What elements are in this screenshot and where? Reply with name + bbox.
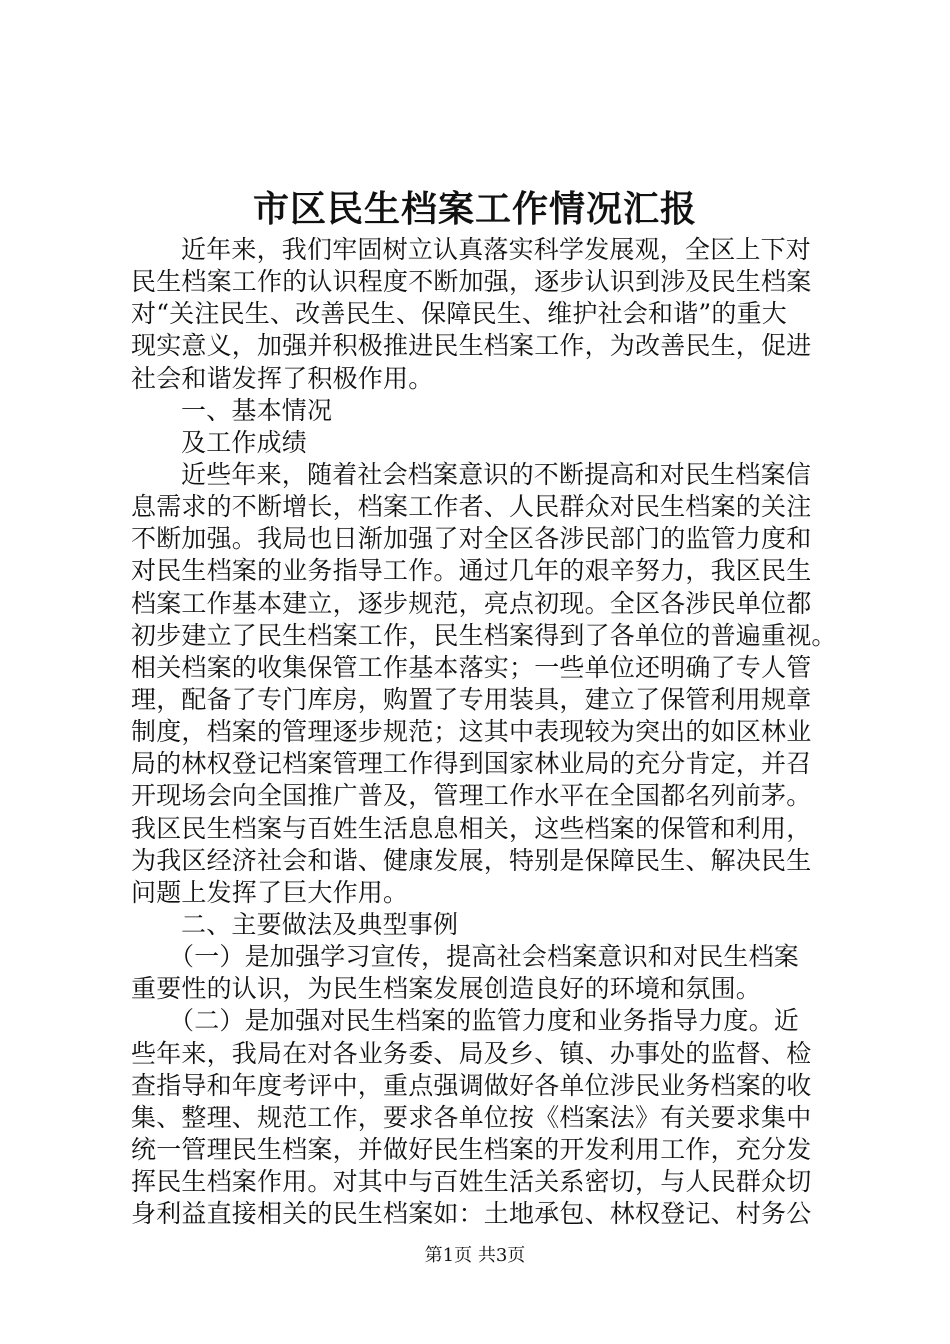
text-line: 近些年来，随着社会档案意识的不断提高和对民生档案信 [181,459,812,489]
text-line: 对“关注民生、改善民生、保障民生、维护社会和谐”的重大 [131,299,787,329]
text-line: 些年来，我局在对各业务委、局及乡、镇、办事处的监督、检 [131,1038,812,1068]
text-line: 重要性的认识，为民生档案发展创造良好的环境和氛围。 [131,974,762,1004]
text-line: 身利益直接相关的民生档案如：土地承包、林权登记、村务公 [131,1199,812,1229]
text-line: 为我区经济社会和谐、健康发展，特别是保障民生、解决民生 [131,845,812,875]
text-line: 对民生档案的业务指导工作。通过几年的艰辛努力，我区民生 [131,556,812,586]
text-line: 相关档案的收集保管工作基本落实；一些单位还明确了专人管 [131,652,812,682]
text-line: 我区民生档案与百姓生活息息相关，这些档案的保管和利用， [131,813,812,843]
page-footer: 第1页 共3页 [424,1245,526,1266]
document-title: 市区民生档案工作情况汇报 [252,188,697,230]
text-line: 问题上发挥了巨大作用。 [131,877,409,907]
text-line: 息需求的不断增长，档案工作者、人民群众对民生档案的关注 [131,492,812,522]
text-line: 挥民生档案作用。对其中与百姓生活关系密切，与人民群众切 [131,1167,812,1197]
text-line: 二、主要做法及典型事例 [181,909,459,939]
text-line: 开现场会向全国推广普及，管理工作水平在全国都名列前茅。 [131,781,812,811]
text-line: 制度，档案的管理逐步规范；这其中表现较为突出的如区林业 [131,717,812,747]
document-body [131,234,837,1230]
text-line: 及工作成绩 [181,427,308,457]
text-line: 集、整理、规范工作，要求各单位按《档案法》有关要求集中 [131,1102,812,1132]
text-line: 一、基本情况 [181,395,333,425]
text-line: （二）是加强对民生档案的监管力度和业务指导力度。近 [169,1006,800,1036]
text-line: 档案工作基本建立，逐步规范，亮点初现。全区各涉民单位都 [131,588,812,618]
text-line: 现实意义，加强并积极推进民生档案工作，为改善民生，促进 [131,331,812,361]
text-line: 民生档案工作的认识程度不断加强，逐步认识到涉及民生档案 [131,267,812,297]
text-line: 局的林权登记档案管理工作得到国家林业局的充分肯定，并召 [131,749,812,779]
text-line: 不断加强。我局也日渐加强了对全区各涉民部门的监管力度和 [131,524,812,554]
text-line: 社会和谐发挥了积极作用。 [131,363,434,393]
text-line: 统一管理民生档案，并做好民生档案的开发利用工作，充分发 [131,1134,812,1164]
text-line: 理，配备了专门库房，购置了专用装具，建立了保管利用规章 [131,684,812,714]
text-line: 初步建立了民生档案工作，民生档案得到了各单位的普遍重视。 [131,620,837,650]
text-line: 近年来，我们牢固树立认真落实科学发展观，全区上下对 [181,235,812,264]
text-line: （一）是加强学习宣传，提高社会档案意识和对民生档案 [169,942,800,972]
text-line: 查指导和年度考评中，重点强调做好各单位涉民业务档案的收 [131,1070,812,1100]
